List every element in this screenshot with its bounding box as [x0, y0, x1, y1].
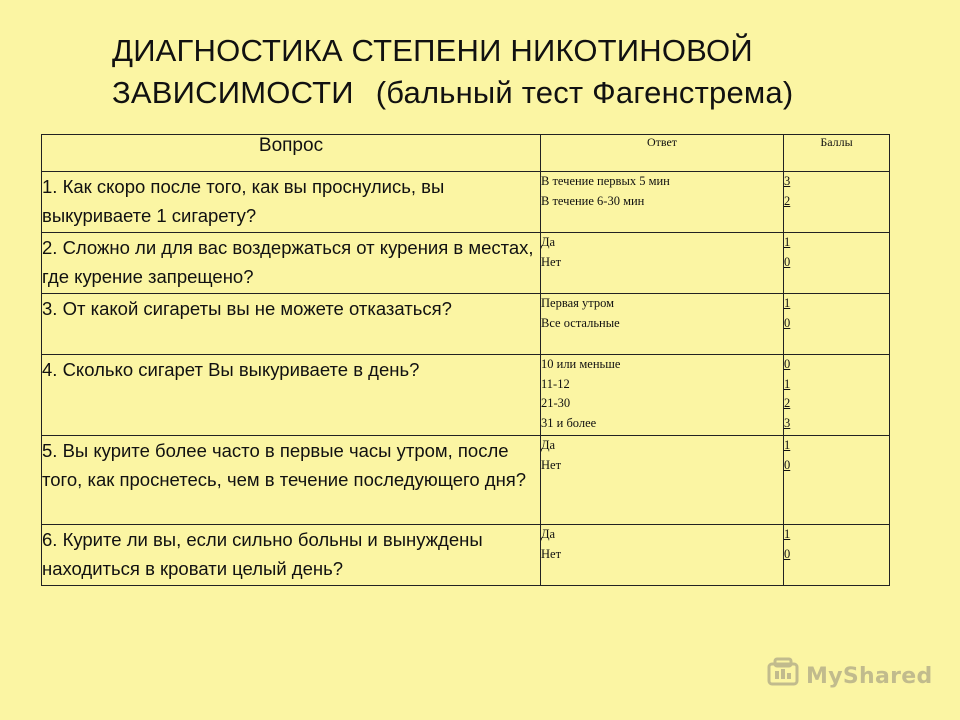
question-cell: 5. Вы курите более часто в первые часы утром, после того, как проснетесь, чем в течение последующего дня? [42, 436, 541, 525]
answer-option: 11-12 [541, 376, 570, 391]
table-row [42, 436, 890, 525]
answer-option: 21-30 [541, 396, 571, 410]
header-score: Баллы [784, 135, 890, 172]
score-value: 1 [784, 527, 791, 541]
score-value: 2 [784, 396, 791, 410]
title-main: ЗАВИСИМОСТИ [112, 75, 354, 110]
title-line-2 [112, 72, 872, 114]
answer-option: Да [541, 235, 556, 249]
answer-cell [541, 436, 784, 525]
table-header-row [42, 135, 890, 172]
score-value: 1 [784, 296, 791, 310]
score-value: 0 [784, 457, 791, 472]
answer-option: В течение первых 5 мин [541, 174, 670, 188]
question-cell: 3. От какой сигареты вы не можете отказаться? [42, 294, 541, 355]
table-row [42, 355, 890, 436]
page-title [112, 30, 872, 114]
answer-cell [541, 233, 784, 294]
answer-option: Да [541, 438, 556, 452]
score-value: 1 [784, 376, 791, 391]
score-value: 1 [784, 438, 791, 452]
watermark-text: MyShared [806, 663, 933, 689]
score-value: 2 [784, 193, 791, 208]
question-cell: 4. Сколько сигарет Вы выкуриваете в день? [42, 355, 541, 436]
title-subtitle: (бальный тест Фагенстрема) [375, 75, 794, 110]
answer-option: Да [541, 527, 556, 541]
answer-option: Нет [541, 254, 562, 269]
score-value: 3 [784, 174, 791, 188]
question-cell: 1. Как скоро после того, как вы проснулись, вы выкуриваете 1 сигарету? [42, 172, 541, 233]
answer-cell [541, 355, 784, 436]
myshared-logo-icon [766, 656, 806, 696]
answer-cell [541, 525, 784, 586]
score-cell [784, 436, 890, 525]
fagerstrom-test-table [41, 134, 890, 586]
score-cell [784, 294, 890, 355]
question-cell: 2. Сложно ли для вас воздержаться от курения в местах, где курение запрещено? [42, 233, 541, 294]
answer-option: 31 и более [541, 415, 597, 430]
answer-cell [541, 172, 784, 233]
score-cell [784, 172, 890, 233]
score-value: 0 [784, 357, 791, 371]
answer-option: Нет [541, 546, 562, 561]
score-value: 3 [784, 415, 791, 430]
score-value: 0 [784, 254, 791, 269]
answer-option: Нет [541, 457, 562, 472]
score-cell [784, 233, 890, 294]
table-row [42, 294, 890, 355]
header-question: Вопрос [42, 135, 541, 172]
score-cell [784, 355, 890, 436]
score-value: 0 [784, 315, 791, 330]
score-value: 0 [784, 546, 791, 561]
title-line-1: ДИАГНОСТИКА СТЕПЕНИ НИКОТИНОВОЙ [112, 33, 753, 68]
table-row [42, 172, 890, 233]
answer-option: В течение 6-30 мин [541, 193, 645, 208]
score-value: 1 [784, 235, 791, 249]
answer-option: 10 или меньше [541, 357, 621, 371]
question-cell: 6. Курите ли вы, если сильно больны и вынуждены находиться в кровати целый день? [42, 525, 541, 586]
answer-option: Первая утром [541, 296, 615, 310]
answer-option: Все остальные [541, 315, 620, 330]
table-row [42, 233, 890, 294]
header-answer: Ответ [541, 135, 784, 172]
watermark [766, 656, 933, 696]
table-row [42, 525, 890, 586]
score-cell [784, 525, 890, 586]
answer-cell [541, 294, 784, 355]
